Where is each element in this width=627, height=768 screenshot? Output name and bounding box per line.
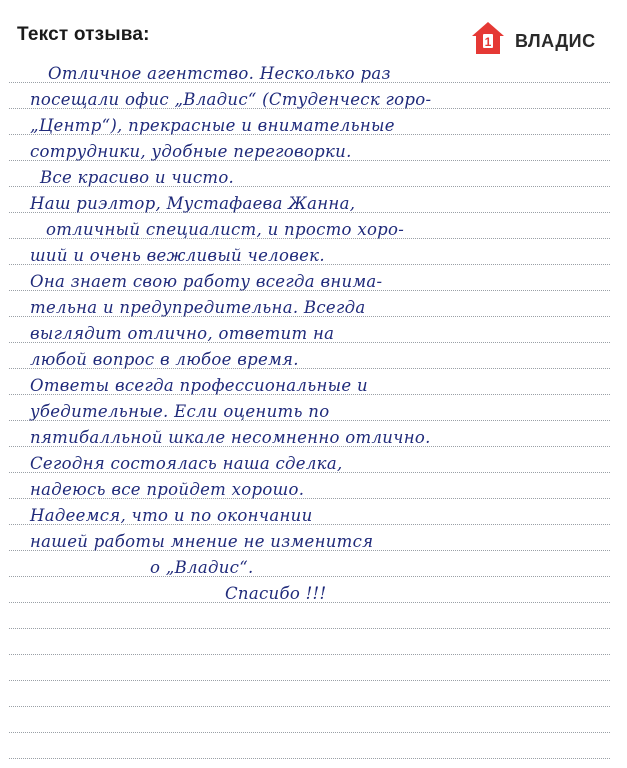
review-line: о „Владис“. [150, 558, 254, 577]
review-line: надеюсь все пройдет хорошо. [30, 480, 305, 499]
house-logo-icon [470, 20, 506, 56]
ruled-line [9, 576, 610, 577]
ruled-line [9, 758, 610, 759]
review-line: тельна и предупредительна. Всегда [30, 298, 366, 317]
ruled-line [9, 732, 610, 733]
review-line: „Центр“), прекрасные и внимательные [30, 116, 395, 135]
review-line: Ответы всегда профессиональные и [30, 376, 368, 395]
review-line: выглядит отлично, ответит на [30, 324, 335, 343]
review-line: убедительные. Если оценить по [30, 402, 330, 421]
review-line: Все красиво и чисто. [40, 168, 235, 187]
brand-name: ВЛАДИС [515, 31, 596, 51]
review-line: посещали офис „Владис“ (Студенческ горо- [30, 90, 432, 109]
ruled-line [9, 628, 610, 629]
review-line: сотрудники, удобные переговорки. [30, 142, 352, 161]
page-title: Текст отзыва: [17, 24, 150, 45]
svg-text:1: 1 [484, 35, 492, 49]
review-line: ший и очень вежливый человек. [30, 246, 325, 265]
review-line: Сегодня состоялась наша сделка, [30, 454, 343, 473]
review-line: Наш риэлтор, Мустафаева Жанна, [30, 194, 356, 213]
review-line: Надеемся, что и по окончании [30, 506, 313, 525]
review-signoff: Спасибо !!! [225, 584, 327, 603]
review-line: Отличное агентство. Несколько раз [48, 64, 391, 83]
review-sheet [0, 60, 627, 768]
review-line: Она знает свою работу всегда внима- [30, 272, 383, 291]
review-line: отличный специалист, и просто хоро- [46, 220, 405, 239]
vladis-logo [470, 20, 610, 60]
review-line: нашей работы мнение не изменится [30, 532, 374, 551]
ruled-line [9, 706, 610, 707]
ruled-line [9, 654, 610, 655]
review-line: любой вопрос в любое время. [30, 350, 299, 369]
ruled-line [9, 680, 610, 681]
review-line: пятибалльной шкале несомненно отлично. [30, 428, 431, 447]
